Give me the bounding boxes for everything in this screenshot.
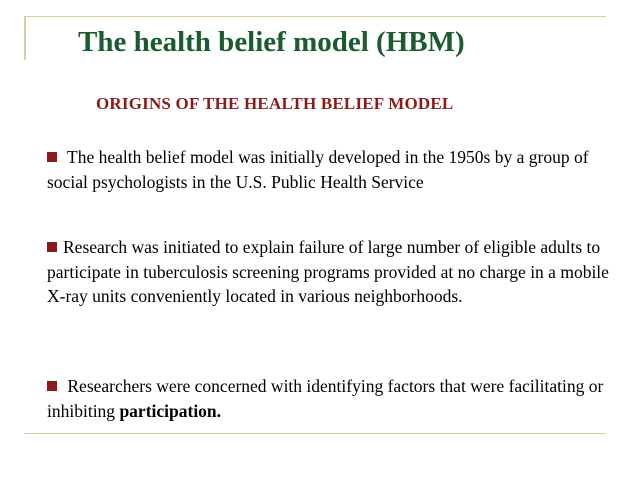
left-accent-rule: [24, 16, 26, 60]
bullet-paragraph-3: [47, 374, 617, 423]
slide-subtitle: ORIGINS OF THE HEALTH BELIEF MODEL: [96, 94, 454, 113]
bullet-text-1: The health belief model was initially developed in the 1950s by a group of social psychologists in the U.S. Public Health Service: [47, 147, 589, 192]
bullet-paragraph-2: [47, 235, 617, 309]
top-rule: [24, 16, 606, 17]
slide-title: The health belief model (HBM): [78, 26, 465, 58]
square-bullet-icon: [47, 381, 57, 391]
bullet-text-3-bold: participation.: [119, 400, 222, 421]
bullet-text-2: Research was initiated to explain failure of large number of eligible adults to participate in tuberculosis screening programs provided at no charge in a mobile X-ray units conveniently located in various neighborhoods.: [47, 237, 609, 306]
bullet-paragraph-1: [47, 145, 617, 194]
square-bullet-icon: [47, 152, 57, 162]
square-bullet-icon: [47, 242, 57, 252]
bottom-rule: [24, 433, 606, 434]
bullet-text-3: Researchers were concerned with identifying factors that were facilitating or inhibiting: [47, 376, 604, 421]
